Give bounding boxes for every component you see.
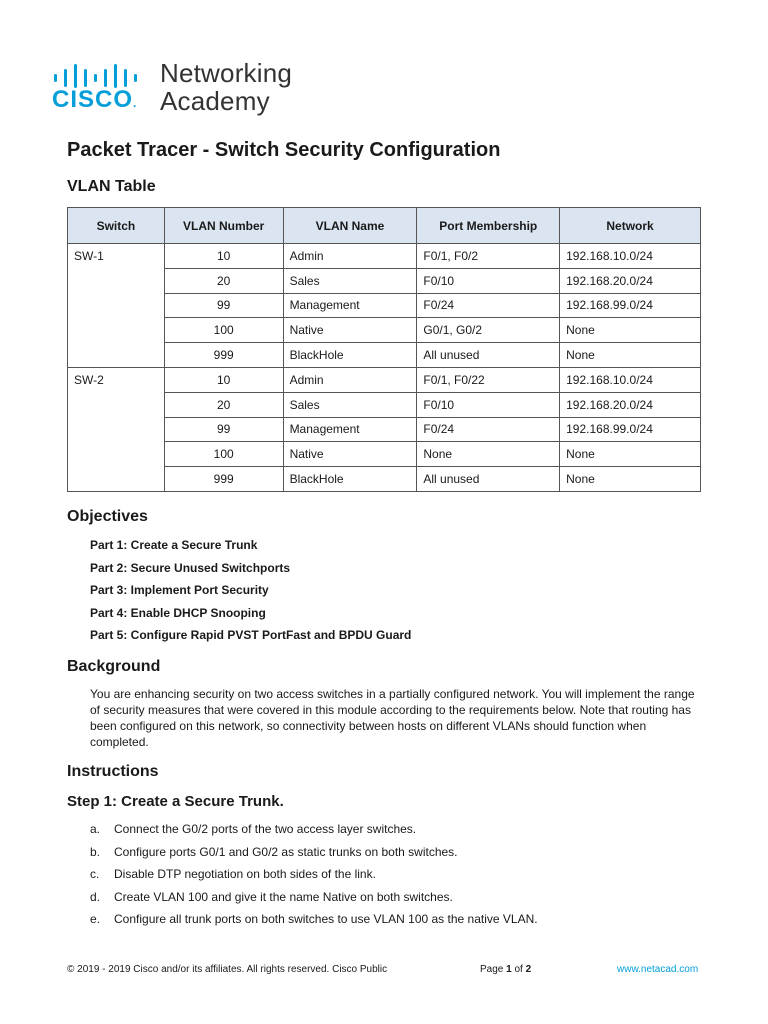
vlan-number-cell: 999 bbox=[164, 343, 283, 368]
switch-cell: SW-1 bbox=[68, 244, 165, 368]
logo-networking-text: Networking bbox=[160, 58, 293, 88]
port-membership-cell: F0/24 bbox=[417, 417, 560, 442]
vlan-number-cell: 10 bbox=[164, 367, 283, 392]
vlan-number-cell: 99 bbox=[164, 417, 283, 442]
vlan-number-cell: 20 bbox=[164, 392, 283, 417]
list-item: c. Disable DTP negotiation on both sides of the link. bbox=[90, 867, 376, 881]
footer-copyright: © 2019 - 2019 Cisco and/or its affiliates. All rights reserved. Cisco Public bbox=[67, 964, 388, 975]
table-row bbox=[68, 367, 701, 392]
footer-page-number: Page 1 of 2 bbox=[480, 964, 532, 975]
vlan-number-cell: 10 bbox=[164, 244, 283, 269]
col-header-port-membership: Port Membership bbox=[417, 208, 560, 244]
port-membership-cell: F0/1, F0/22 bbox=[417, 367, 560, 392]
network-cell: 192.168.20.0/24 bbox=[560, 268, 701, 293]
table-row bbox=[68, 244, 701, 269]
col-header-network: Network bbox=[560, 208, 701, 244]
list-item: e. Configure all trunk ports on both switches to use VLAN 100 as the native VLAN. bbox=[90, 912, 538, 926]
port-membership-cell: F0/10 bbox=[417, 268, 560, 293]
list-item: a. Connect the G0/2 ports of the two access layer switches. bbox=[90, 822, 417, 836]
vlan-number-cell: 999 bbox=[164, 467, 283, 492]
switch-cell: SW-2 bbox=[68, 367, 165, 491]
objectives-heading: Objectives bbox=[67, 508, 148, 525]
port-membership-cell: F0/1, F0/2 bbox=[417, 244, 560, 269]
list-item: Part 3: Implement Port Security bbox=[90, 583, 269, 597]
network-cell: None bbox=[560, 343, 701, 368]
list-item: b. Configure ports G0/1 and G0/2 as static trunks on both switches. bbox=[90, 844, 458, 859]
vlan-name-cell: Admin bbox=[283, 244, 417, 269]
network-cell: 192.168.10.0/24 bbox=[560, 244, 701, 269]
network-cell: None bbox=[560, 442, 701, 467]
cisco-networking-academy-logo bbox=[52, 58, 312, 118]
list-item: Part 1: Create a Secure Trunk bbox=[90, 538, 258, 552]
cisco-bars-icon bbox=[52, 64, 148, 88]
network-cell: 192.168.99.0/24 bbox=[560, 417, 701, 442]
vlan-name-cell: Sales bbox=[283, 268, 417, 293]
vlan-number-cell: 100 bbox=[164, 442, 283, 467]
background-paragraph: You are enhancing security on two access switches in a partially configured network. You will implement the range of security measures that were covered in this module according to the requirements below. Note that routing has been configured on this network, so connectivity between hosts on different VLANs should function when completed. bbox=[90, 687, 695, 749]
col-header-vlan-name: VLAN Name bbox=[283, 208, 417, 244]
vlan-name-cell: BlackHole bbox=[283, 467, 417, 492]
list-item: Part 4: Enable DHCP Snooping bbox=[90, 605, 266, 620]
logo-academy-text: Academy bbox=[160, 86, 270, 116]
network-cell: 192.168.99.0/24 bbox=[560, 293, 701, 318]
netacad-link[interactable]: www.netacad.com bbox=[617, 964, 699, 975]
list-item: Part 2: Secure Unused Switchports bbox=[90, 560, 291, 575]
network-cell: 192.168.20.0/24 bbox=[560, 392, 701, 417]
vlan-name-cell: Management bbox=[283, 417, 417, 442]
cisco-wordmark: CISCO. bbox=[52, 86, 138, 113]
vlan-name-cell: Sales bbox=[283, 392, 417, 417]
port-membership-cell: F0/10 bbox=[417, 392, 560, 417]
vlan-name-cell: BlackHole bbox=[283, 343, 417, 368]
vlan-number-cell: 99 bbox=[164, 293, 283, 318]
instructions-heading: Instructions bbox=[67, 763, 159, 780]
network-cell: None bbox=[560, 318, 701, 343]
list-item: d. Create VLAN 100 and give it the name Native on both switches. bbox=[90, 889, 453, 904]
vlan-table bbox=[67, 207, 701, 492]
step-1-heading: Step 1: Create a Secure Trunk. bbox=[67, 793, 284, 810]
vlan-number-cell: 20 bbox=[164, 268, 283, 293]
objectives-list bbox=[90, 537, 411, 650]
background-heading: Background bbox=[67, 658, 161, 675]
port-membership-cell: G0/1, G0/2 bbox=[417, 318, 560, 343]
port-membership-cell: None bbox=[417, 442, 560, 467]
port-membership-cell: All unused bbox=[417, 343, 560, 368]
vlan-name-cell: Management bbox=[283, 293, 417, 318]
vlan-name-cell: Admin bbox=[283, 367, 417, 392]
network-cell: 192.168.10.0/24 bbox=[560, 367, 701, 392]
vlan-number-cell: 100 bbox=[164, 318, 283, 343]
vlan-table-heading: VLAN Table bbox=[67, 178, 156, 195]
col-header-vlan-number: VLAN Number bbox=[164, 208, 283, 244]
port-membership-cell: All unused bbox=[417, 467, 560, 492]
document-title: Packet Tracer - Switch Security Configuration bbox=[67, 139, 501, 161]
step-1-list bbox=[90, 821, 538, 934]
col-header-switch: Switch bbox=[68, 208, 165, 244]
vlan-name-cell: Native bbox=[283, 442, 417, 467]
port-membership-cell: F0/24 bbox=[417, 293, 560, 318]
network-cell: None bbox=[560, 467, 701, 492]
list-item: Part 5: Configure Rapid PVST PortFast and BPDU Guard bbox=[90, 628, 412, 642]
table-header-row bbox=[68, 208, 701, 244]
vlan-name-cell: Native bbox=[283, 318, 417, 343]
